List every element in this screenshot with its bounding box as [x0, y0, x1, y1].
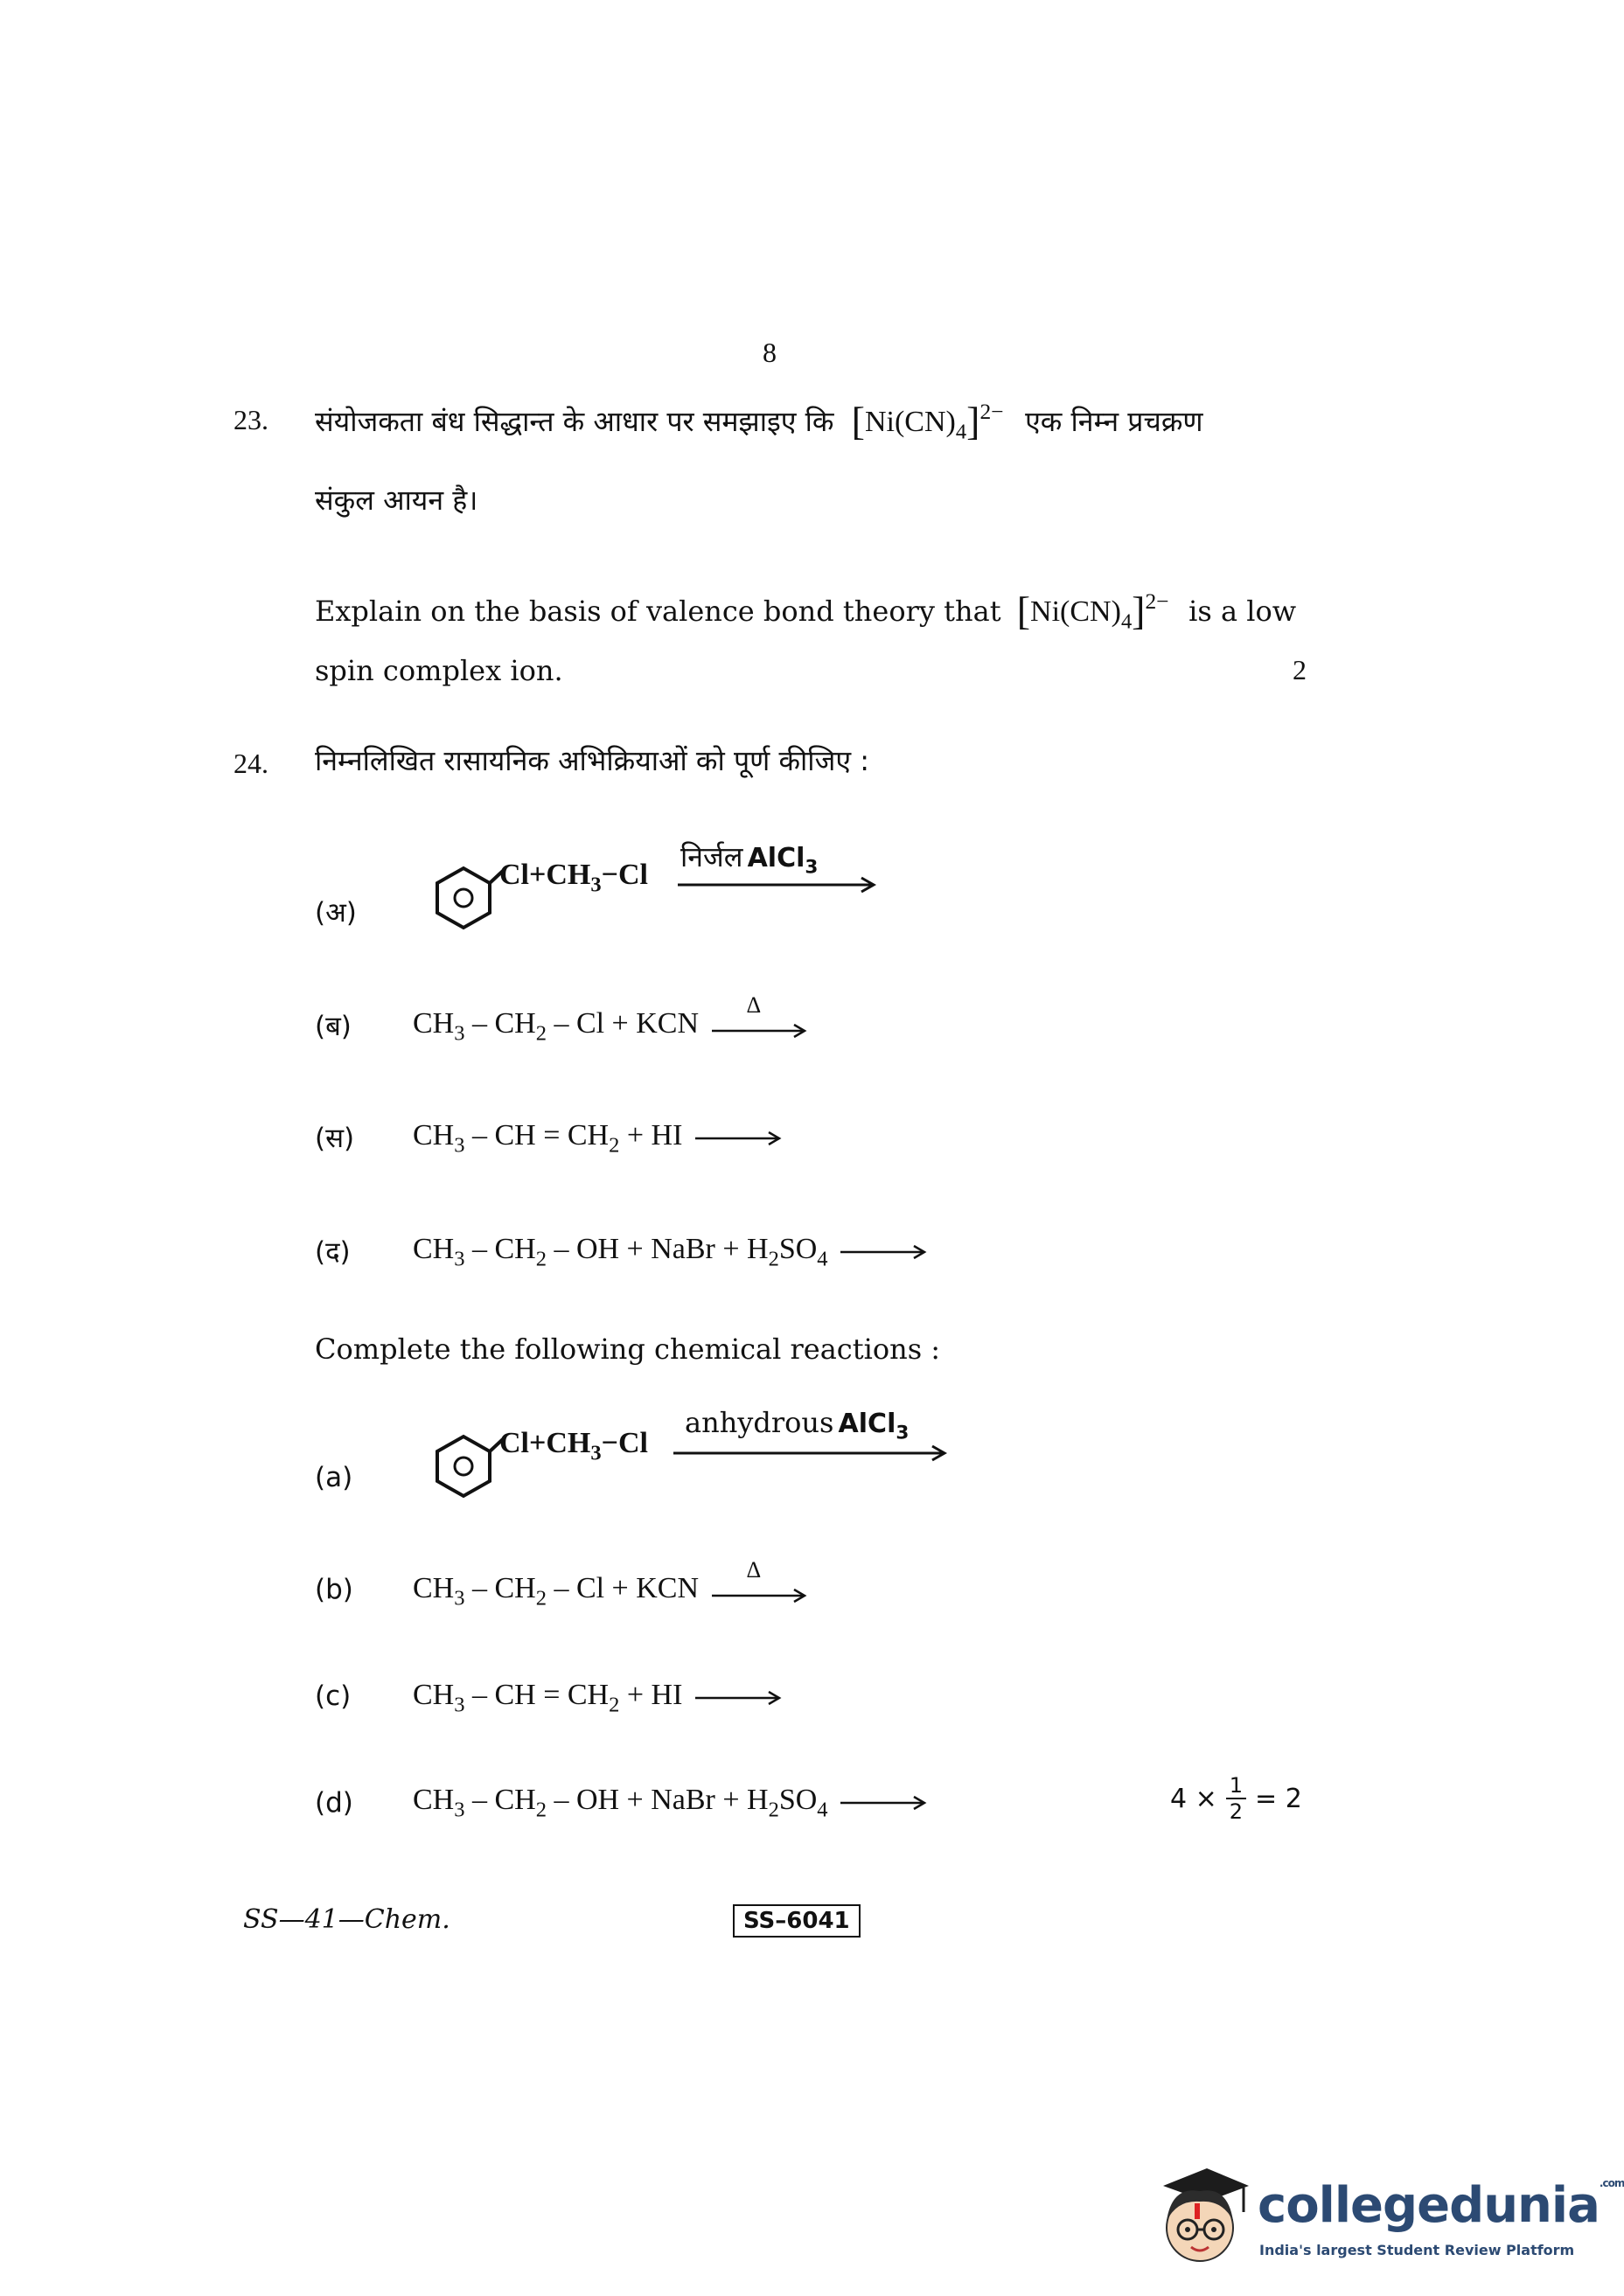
reaction-a-english-condition: anhydrous [685, 1406, 834, 1439]
reaction-b-english-label: (b) [315, 1574, 353, 1605]
question-24-marks: 4 × $\frac{1}{2}$ = 2 [1170, 1773, 1302, 1824]
q23-english-suffix: is a low [1188, 595, 1297, 628]
reaction-c-english-label: (c) [315, 1680, 352, 1712]
reaction-a-hindi-reactants: Cl+CH [499, 859, 591, 891]
q23-hindi-suffix: एक निम्न प्रचक्रण [1025, 405, 1203, 438]
reaction-arrow-icon [678, 876, 879, 894]
mascot-icon [1146, 2151, 1251, 2273]
reaction-b-hindi-label: (ब) [315, 1011, 352, 1042]
reaction-arrow-icon [840, 1794, 928, 1812]
reaction-arrow-icon [712, 1022, 808, 1040]
reaction-a-hindi-label: (अ) [315, 897, 357, 929]
reaction-arrow-icon [695, 1689, 783, 1707]
q23-hindi-prefix: संयोजकता बंध सिद्धान्त के आधार पर समझाइए कि [315, 405, 834, 438]
reaction-c-english: $CH_3$ – CH = $CH_2$ + HI [413, 1679, 783, 1712]
reaction-c-hindi: $CH_3$ – CH = $CH_2$ + HI [413, 1119, 783, 1152]
reaction-a-hindi-condition: निर्जल [680, 840, 743, 873]
reaction-c-hindi-label: (स) [315, 1123, 355, 1154]
q23-complex-english: $[Ni(CN)_4]^{2-}$ [1016, 588, 1169, 634]
reaction-arrow-icon [695, 1130, 783, 1147]
reaction-d-english: $CH_3 - CH_2$ – OH + NaBr + $H_2SO_4$ [413, 1784, 928, 1817]
reaction-a-english-label: (a) [315, 1462, 353, 1493]
benzene-ring-icon [407, 1408, 512, 1513]
logo-wordmark: collegedunia [1258, 2177, 1600, 2234]
benzene-ring-icon [407, 839, 512, 944]
question-23-number: 23. [233, 404, 268, 435]
question-24-hindi-instruction: निम्नलिखित रासायनिक अभिक्रियाओं को पूर्ण कीजिए : [315, 744, 869, 777]
reaction-arrow-icon [712, 1587, 808, 1604]
reaction-d-hindi: $CH_3 - CH_2$ – OH + NaBr + $H_2SO_4$ [413, 1233, 928, 1266]
question-23-marks: 2 [1293, 654, 1307, 685]
reaction-a-english-reactants: Cl+CH [499, 1427, 591, 1459]
delta-condition: Δ [746, 992, 762, 1019]
delta-condition: Δ [746, 1557, 762, 1583]
reaction-b-hindi: $CH_3 - CH_2$ – Cl + KCN Δ [413, 1007, 808, 1043]
question-23-english-line1 [315, 588, 1296, 634]
question-24-english-instruction: Complete the following chemical reactions : [315, 1332, 941, 1366]
reaction-arrow-icon [840, 1243, 928, 1261]
reaction-a-english: $Cl+CH_3-Cl$ anhydrous AlCl$_3$ [407, 1408, 966, 1513]
collegedunia-logo: collegedunia$^{.com}$ India's largest Student Review Platform [1146, 2151, 1548, 2282]
footer-paper-code: SS–6041 [733, 1904, 861, 1938]
reaction-arrow-icon [673, 1444, 953, 1462]
reaction-a-hindi: $Cl+CH_3-Cl$ निर्जल AlCl$_3$ [407, 839, 896, 944]
question-23-hindi-line2: संकुल आयन है। [315, 484, 478, 517]
q23-complex-hindi: $[Ni(CN)_4]^{2-}$ [851, 398, 1004, 444]
question-23-english-line2: spin complex ion. [315, 654, 563, 687]
reaction-d-english-label: (d) [315, 1787, 353, 1819]
question-23-hindi-line1 [315, 398, 1203, 444]
reaction-d-hindi-label: (द) [315, 1236, 351, 1268]
logo-tagline: India's largest Student Review Platform [1259, 2242, 1575, 2258]
reaction-b-english: $CH_3 - CH_2$ – Cl + KCN Δ [413, 1572, 808, 1608]
footer-subject-code: SS—41—Chem. [243, 1904, 450, 1935]
question-24-number: 24. [233, 748, 268, 779]
q23-english-prefix: Explain on the basis of valence bond theory that [315, 595, 1001, 628]
page-number: 8 [763, 337, 777, 368]
